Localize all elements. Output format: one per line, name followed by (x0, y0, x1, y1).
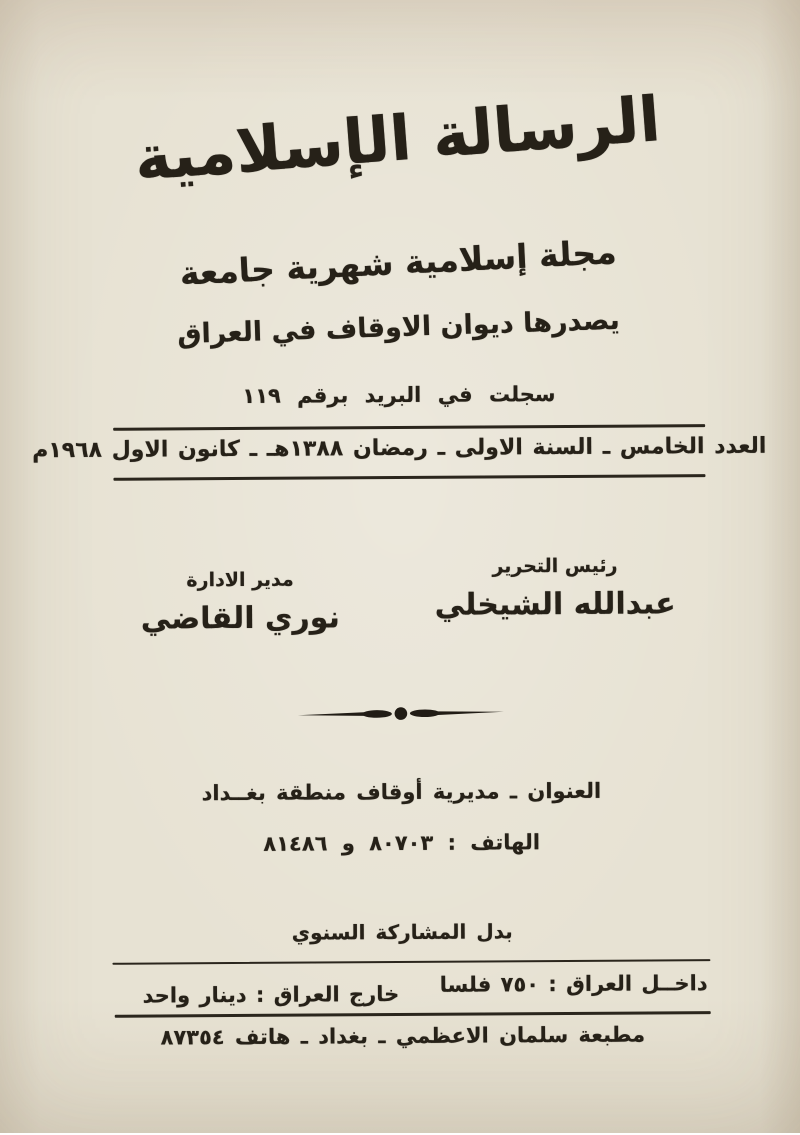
divider-ornament-icon (296, 704, 506, 723)
ornamental-divider (1, 703, 800, 726)
editor-role-label: رئيس التحرير (492, 554, 618, 578)
printer-imprint-line: مطبعة سلمان الاعظمي ـ بغداد ـ هاتف ٨٧٣٥٤ (160, 1022, 646, 1050)
magazine-subtitle: مجلة إسلامية شهرية جامعة (178, 232, 618, 293)
address-line: العنوان ـ مديرية أوقاف منطقة بغــداد (201, 778, 602, 806)
manager-name: نوري القاضي (140, 600, 340, 637)
subscription-header: بدل المشاركة السنوي (291, 919, 513, 945)
subscription-prices-row (142, 971, 707, 1007)
price-inside-iraq: داخــل العراق : ٧٥٠ فلسا (439, 971, 708, 997)
horizontal-rule-subscription-top (112, 959, 710, 965)
editor-name: عبدالله الشيخلي (434, 586, 676, 623)
horizontal-rule-subscription-bottom (115, 1011, 711, 1017)
manager-block (92, 568, 388, 637)
price-outside-iraq: خارج العراق : دينار واحد (142, 982, 400, 1008)
phone-line: الهاتف : ٨٠٧٠٣ و ٨١٤٨٦ (263, 830, 541, 856)
publisher-line: يصدرها ديوان الاوقاف في العراق (176, 304, 621, 351)
magazine-title: الرسالة الإسلامية (131, 82, 663, 195)
editor-block (402, 554, 708, 623)
postal-registration-line: سجلت في البريد برقم ١١٩ (242, 382, 556, 408)
horizontal-rule-top (113, 424, 705, 431)
horizontal-rule-bottom (113, 474, 705, 481)
issue-date-line: العدد الخامس ـ السنة الاولى ـ رمضان ١٣٨٨هـ ـ كانون الاول ١٩٦٨م (32, 433, 767, 464)
manager-role-label: مدير الادارة (186, 568, 294, 592)
